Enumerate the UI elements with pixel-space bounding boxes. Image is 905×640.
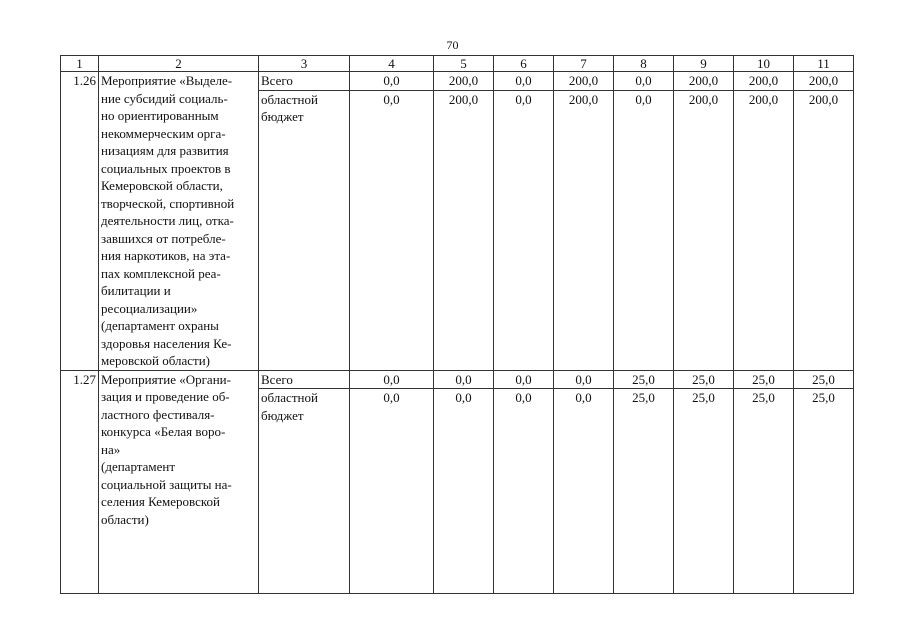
description-line: ресоциализации» (101, 300, 198, 316)
amount-cell: 200,0 (734, 90, 794, 370)
amount-cell: 25,0 (794, 389, 854, 594)
funding-source-label: бюджет (261, 407, 304, 423)
amount-cell: 200,0 (554, 90, 614, 370)
column-header: 3 (259, 56, 350, 72)
funding-source (259, 72, 350, 91)
amount-cell: 0,0 (494, 90, 554, 370)
amount-cell: 0,0 (350, 72, 434, 91)
description-line: но ориентированным (101, 108, 219, 123)
description-line: ние субсидий социаль- (101, 90, 228, 106)
description-line: здоровья населения Ке- (101, 335, 232, 351)
budget-table (60, 55, 854, 594)
table-header-row (61, 56, 854, 72)
column-header: 5 (434, 56, 494, 72)
funding-source (259, 370, 350, 389)
description-line: ластного фестиваля- (101, 406, 215, 422)
description-line: на» (101, 441, 121, 457)
amount-cell: 200,0 (794, 72, 854, 91)
amount-cell: 0,0 (554, 370, 614, 389)
amount-cell: 200,0 (734, 72, 794, 91)
amount-cell: 25,0 (734, 389, 794, 594)
description-line: социальных проектов в (101, 160, 231, 176)
amount-cell: 25,0 (674, 370, 734, 389)
description-line: конкурса «Белая воро- (101, 424, 226, 439)
funding-source-label: Всего (261, 371, 293, 387)
amount-cell: 25,0 (614, 389, 674, 594)
amount-cell: 200,0 (794, 90, 854, 370)
table-body (61, 72, 854, 594)
column-header: 10 (734, 56, 794, 72)
amount-cell: 200,0 (554, 72, 614, 91)
amount-cell: 0,0 (350, 370, 434, 389)
description-line: (департамент (101, 459, 176, 474)
amount-cell: 0,0 (434, 370, 494, 389)
table-row (61, 370, 854, 389)
column-header: 7 (554, 56, 614, 72)
funding-source-label: Всего (261, 73, 293, 88)
description-line: ния наркотиков, на эта- (101, 248, 231, 263)
column-header: 1 (61, 56, 99, 72)
column-header: 9 (674, 56, 734, 72)
description-line: некоммерческим орга- (101, 125, 226, 141)
amount-cell: 25,0 (734, 370, 794, 389)
amount-cell: 0,0 (350, 389, 434, 594)
amount-cell: 0,0 (554, 389, 614, 594)
description-line: низациям для развития (101, 143, 229, 158)
funding-source (259, 389, 350, 594)
column-header: 11 (794, 56, 854, 72)
measure-description (99, 370, 259, 594)
amount-cell: 200,0 (674, 90, 734, 370)
amount-cell: 25,0 (674, 389, 734, 594)
column-header: 8 (614, 56, 674, 72)
page-number: 70 (446, 38, 459, 52)
description-line: завшихся от потребле- (101, 230, 226, 246)
amount-cell: 200,0 (674, 72, 734, 91)
amount-cell: 0,0 (494, 389, 554, 594)
description-line: деятельности лиц, отка- (101, 213, 234, 228)
funding-source-label: бюджет (261, 109, 304, 125)
funding-source-label: областной (261, 91, 318, 107)
amount-cell: 25,0 (794, 370, 854, 389)
description-line: Мероприятие «Выделе- (101, 73, 233, 88)
description-line: (департамент охраны (101, 318, 219, 333)
funding-source (259, 90, 350, 370)
column-header: 6 (494, 56, 554, 72)
amount-cell: 0,0 (494, 370, 554, 389)
amount-cell: 200,0 (434, 72, 494, 91)
description-line: меровской области) (101, 353, 210, 368)
description-line: пах комплексной реа- (101, 265, 221, 281)
amount-cell: 0,0 (494, 72, 554, 91)
table-row (61, 72, 854, 91)
description-line: Мероприятие «Органи- (101, 371, 231, 387)
row-number: 1.27 (61, 370, 99, 594)
amount-cell: 0,0 (614, 90, 674, 370)
column-header: 2 (99, 56, 259, 72)
row-number: 1.26 (61, 72, 99, 371)
description-line: области) (101, 511, 149, 527)
column-header: 4 (350, 56, 434, 72)
amount-cell: 0,0 (614, 72, 674, 91)
amount-cell: 200,0 (434, 90, 494, 370)
description-line: селения Кемеровской (101, 494, 220, 509)
description-line: социальной защиты на- (101, 476, 232, 492)
funding-source-label: областной (261, 390, 318, 405)
amount-cell: 0,0 (350, 90, 434, 370)
amount-cell: 25,0 (614, 370, 674, 389)
description-line: Кемеровской области, (101, 178, 223, 193)
description-line: творческой, спортивной (101, 195, 235, 211)
description-line: зация и проведение об- (101, 389, 230, 404)
measure-description (99, 72, 259, 371)
description-line: билитации и (101, 283, 171, 298)
amount-cell: 0,0 (434, 389, 494, 594)
